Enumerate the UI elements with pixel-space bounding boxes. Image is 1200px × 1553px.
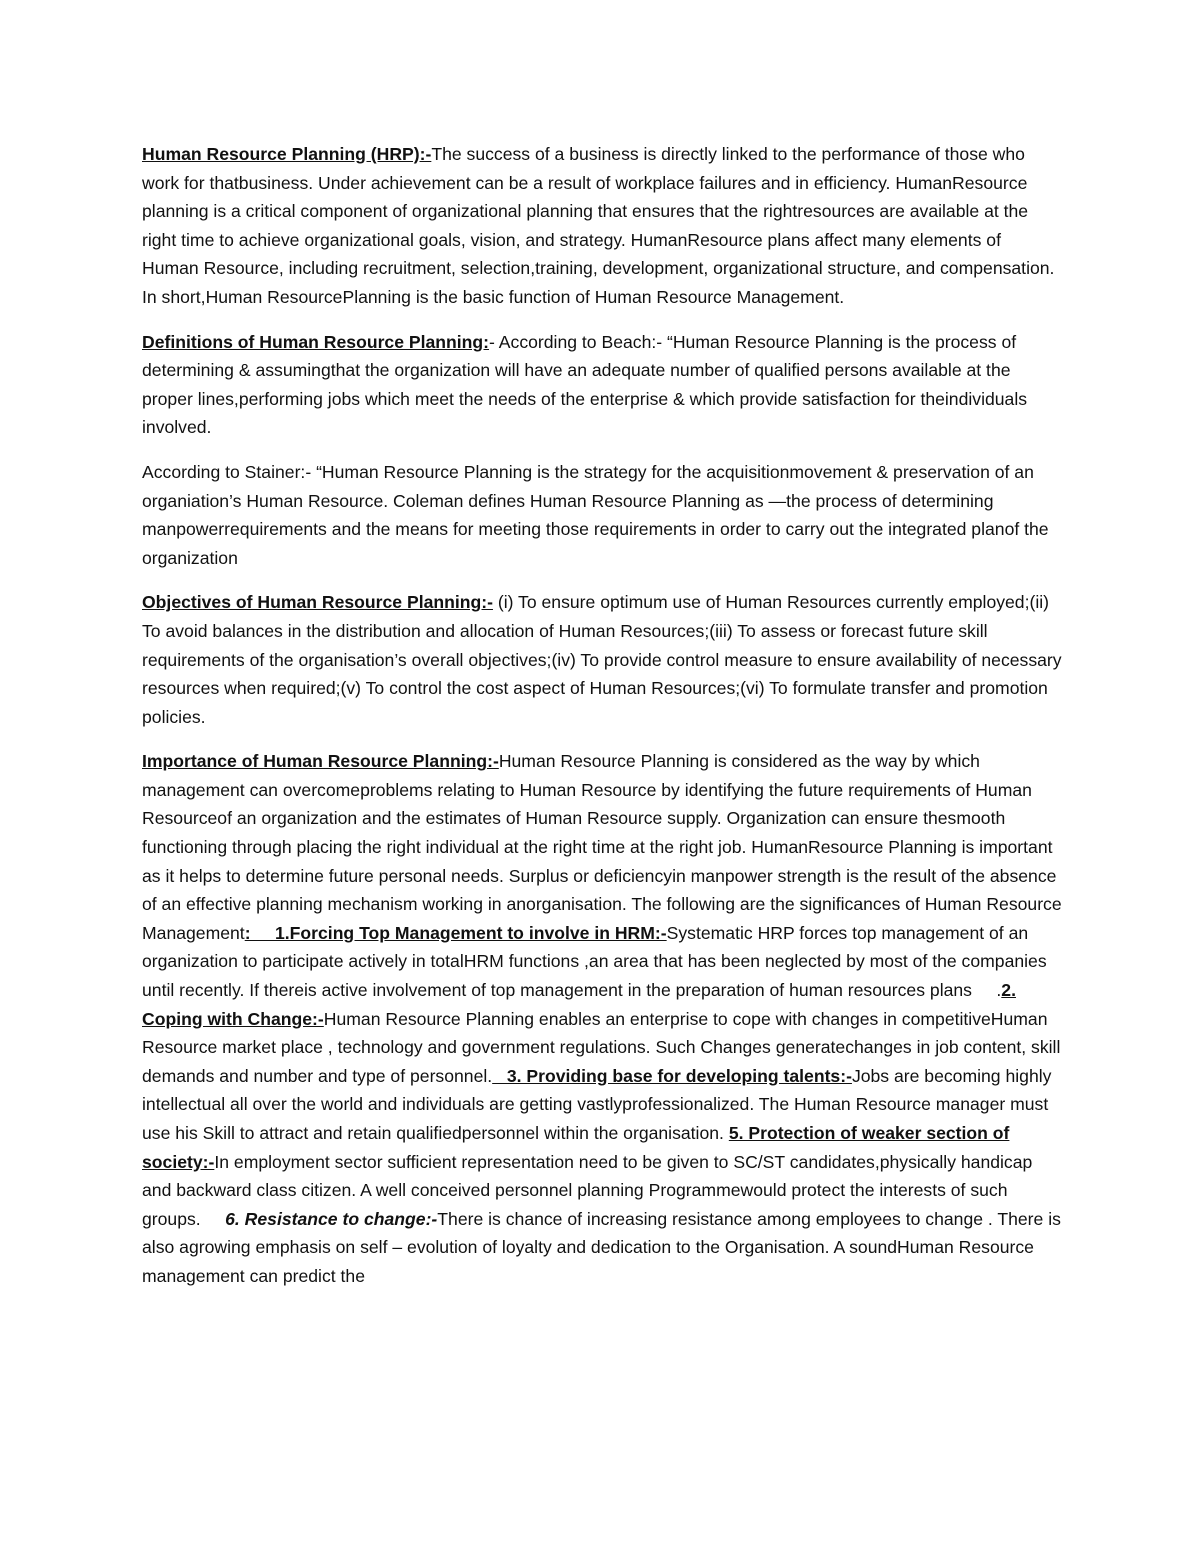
paragraph-definitions [142,328,1062,442]
subheading-resistance-to-change: 6. Resistance to change:- [225,1208,438,1229]
text-stainer: According to Stainer:- “Human Resource Planning is the strategy for the acquisitionmovement & preservation of an organiation’s Human Resource. Coleman defines Human Resource Planning as —the process of determining manpowerrequirements and the means for meeting those requirements in order to carry out the integrated planof the organization [142,461,1049,568]
text-forcing-top-management: Systematic HRP forces top management of an organization to participate actively in totalHRM functions ,an area that has been neglected by most of the companies until recently. If thereis active involvement of top management in the preparation of human resources plans . [142,922,1052,1001]
text-hrp-intro: The success of a business is directly linked to the performance of those who work for thatbusiness. Under achievement can be a result of workplace failures and in efficiency. HumanResource planning is a critical component of organizational planning that ensures that the rightresources are available at the right time to achieve organizational goals, vision, and strategy. HumanResource plans affect many elements of Human Resource, including recruitment, selection,training, development, organizational structure, and compensation. In short,Human ResourcePlanning is the basic function of Human Resource Management. [142,144,1055,307]
text-definitions: - According to Beach:- “Human Resource Planning is the process of determining & assumingthat the organization will have an adequate number of qualified persons available at the proper lines,performing jobs which meet the needs of the enterprise & which provide satisfaction for theindividuals involved. [142,331,1028,438]
text-resistance-to-change: There is chance of increasing resistance among employees to change . There is also agrowing emphasis on self – evolution of loyalty and dedication to the Organisation. A soundHuman Resource management can predict the [142,1208,1061,1286]
heading-importance: Importance of Human Resource Planning:- [142,751,499,772]
heading-definitions: Definitions of Human Resource Planning: [142,331,490,352]
heading-objectives: Objectives of Human Resource Planning:- [142,592,493,613]
paragraph-hrp-intro [142,140,1062,312]
text-objectives: (i) To ensure optimum use of Human Resources currently employed;(ii) To avoid balances in the distribution and allocation of Human Resources;(iii) To assess or forecast future skill requirements of the organisation’s overall objectives;(iv) To provide control measure to ensure availability of necessary resources when required;(v) To control the cost aspect of Human Resources;(vi) To formulate transfer and promotion policies. [142,592,1062,727]
text-importance: Human Resource Planning is considered as the way by which management can overcomeproblems relating to Human Resource by identifying the future requirements of Human Resourceof an organization and the estimates of Human Resource supply. Organization can ensure thesmooth functioning through placing the right individual at the right time at the right job. HumanResource Planning is important as it helps to determine future personal needs. Surplus or deficiencyin manpower strength is the result of the absence of an effective planning mechanism working in anorganisation. The following are the significances of Human Resource Management [142,751,1062,943]
text-coping-with-change: Human Resource Planning enables an enterprise to cope with changes in competitiveHuman Resource market place , technology and government regulations. Such Changes generatechanges in job content, skill demands and number and type of personnel. [142,1008,1061,1086]
document-page [142,140,1062,1307]
paragraph-stainer [142,458,1062,572]
text-weaker-section: In employment sector sufficient representation need to be given to SC/ST candidates,physically handicap and backward class citizen. A well conceived personnel planning Programmewould protect the interests of such groups. [142,1151,1038,1229]
subheading-weaker-section: 5. Protection of weaker section of society:- [142,1123,1010,1172]
subheading-developing-talents: 3. Providing base for developing talents:- [492,1065,852,1086]
subheading-forcing-top-management: : 1.Forcing Top Management to involve in HRM:- [244,922,667,943]
heading-hrp: Human Resource Planning (HRP):- [142,144,432,164]
subheading-coping-with-change: 2. Coping with Change:- [142,980,1016,1029]
paragraph-importance [142,747,1062,1290]
paragraph-objectives [142,588,1062,731]
text-developing-talents: Jobs are becoming highly intellectual all over the world and individuals are getting vastlyprofessionalized. The Human Resource manager must use his Skill to attract and retain qualifiedpersonnel within the organisation. [142,1065,1052,1143]
